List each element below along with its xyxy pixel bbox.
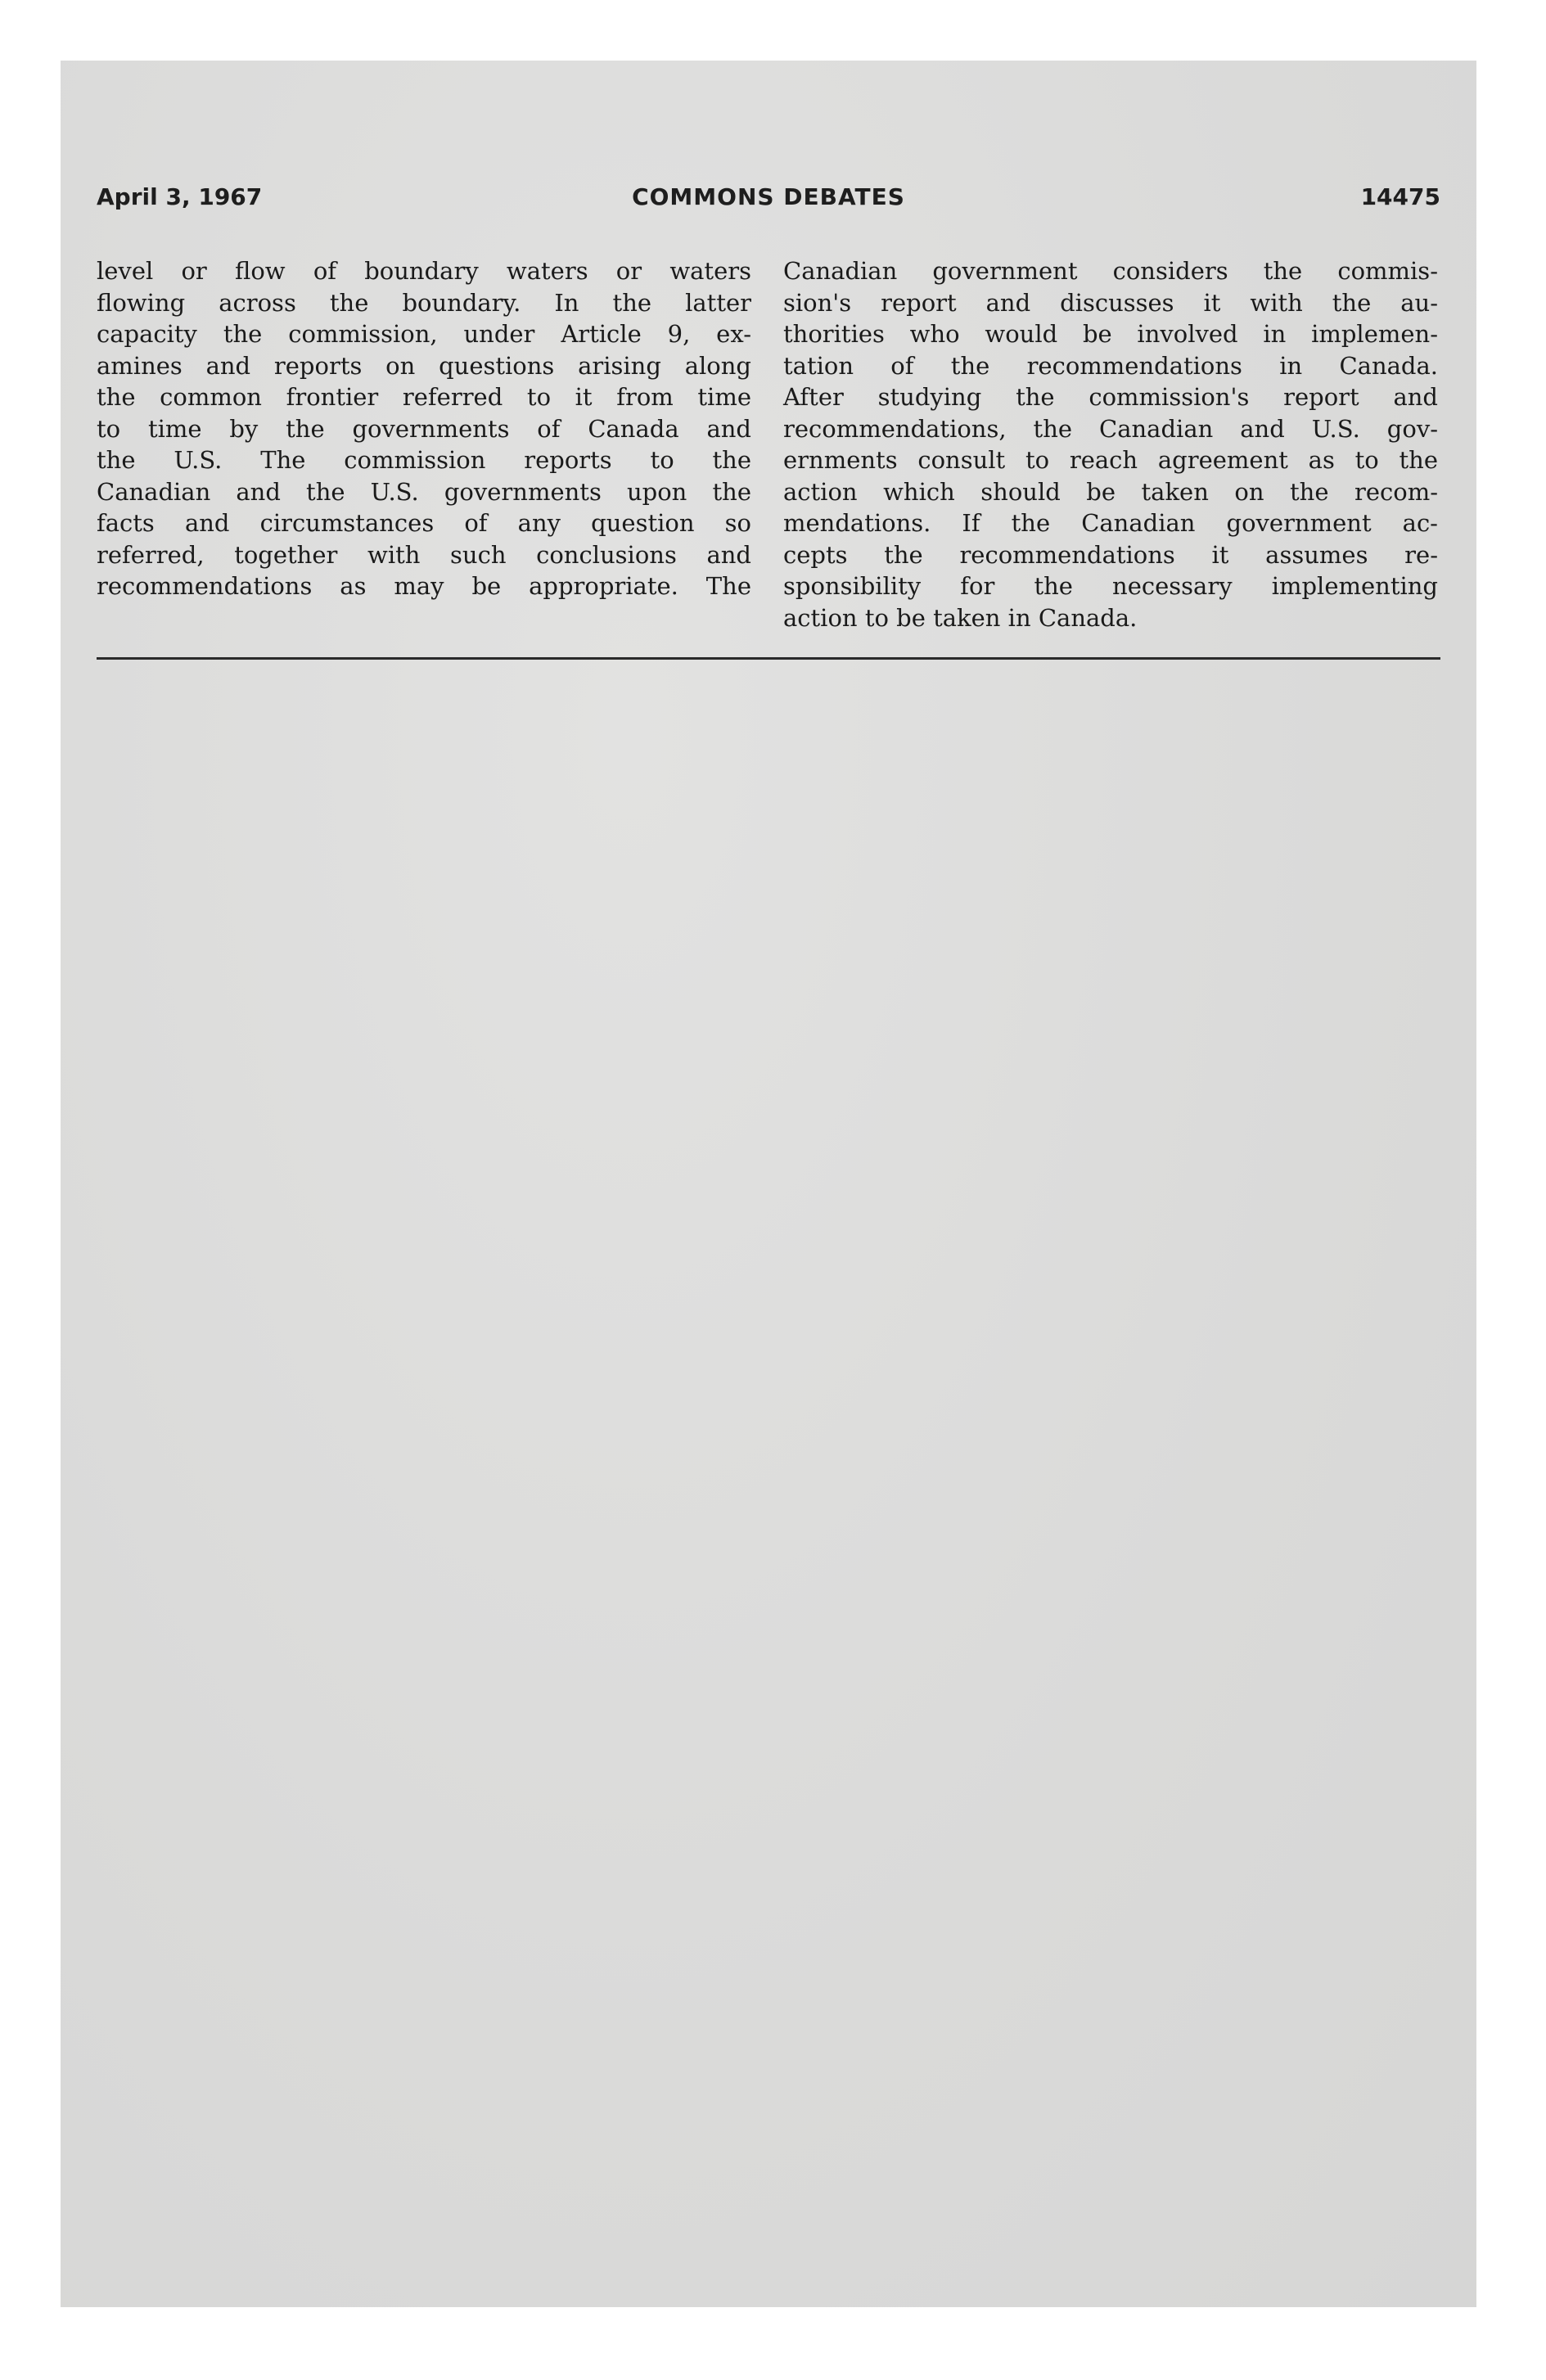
header-title: COMMONS DEBATES <box>632 183 905 210</box>
right-line: After studying the commission's report and <box>783 383 1438 411</box>
section-rule <box>97 657 1440 660</box>
right-line: recommendations, the Canadian and U.S. gov- <box>783 414 1438 443</box>
left-line: capacity the commission, under Article 9, ex- <box>97 320 751 348</box>
left-line: referred, together with such conclusions and <box>97 540 751 569</box>
right-line: Canadian government considers the commis- <box>783 257 1438 285</box>
right-line: cepts the recommendations it assumes re- <box>783 540 1438 569</box>
left-line: Canadian and the U.S. governments upon the <box>97 477 751 506</box>
right-line: tation of the recommendations in Canada. <box>783 351 1438 380</box>
header-date: April 3, 1967 <box>97 183 263 210</box>
left-line: facts and circumstances of any question so <box>97 509 751 537</box>
right-column <box>783 255 1438 633</box>
right-line: sion's report and discusses it with the au- <box>783 288 1438 317</box>
header-page-number: 14475 <box>1360 183 1440 210</box>
left-line: the U.S. The commission reports to the <box>97 446 751 474</box>
left-column <box>97 255 751 602</box>
running-header <box>97 183 1440 216</box>
right-line: action which should be taken on the recom- <box>783 477 1438 506</box>
left-line: to time by the governments of Canada and <box>97 414 751 443</box>
left-line: the common frontier referred to it from time <box>97 383 751 411</box>
left-line: recommendations as may be appropriate. The <box>97 572 751 600</box>
right-line: action to be taken in Canada. <box>783 603 1138 632</box>
left-line: amines and reports on questions arising along <box>97 351 751 380</box>
right-line: ernments consult to reach agreement as to the <box>783 446 1438 474</box>
left-line: flowing across the boundary. In the latter <box>97 288 751 317</box>
page <box>61 61 1476 2307</box>
right-line: mendations. If the Canadian government ac- <box>783 509 1438 537</box>
right-line: sponsibility for the necessary implementing <box>783 572 1438 600</box>
left-line: level or flow of boundary waters or waters <box>97 257 751 285</box>
right-line: thorities who would be involved in implemen- <box>783 320 1438 348</box>
